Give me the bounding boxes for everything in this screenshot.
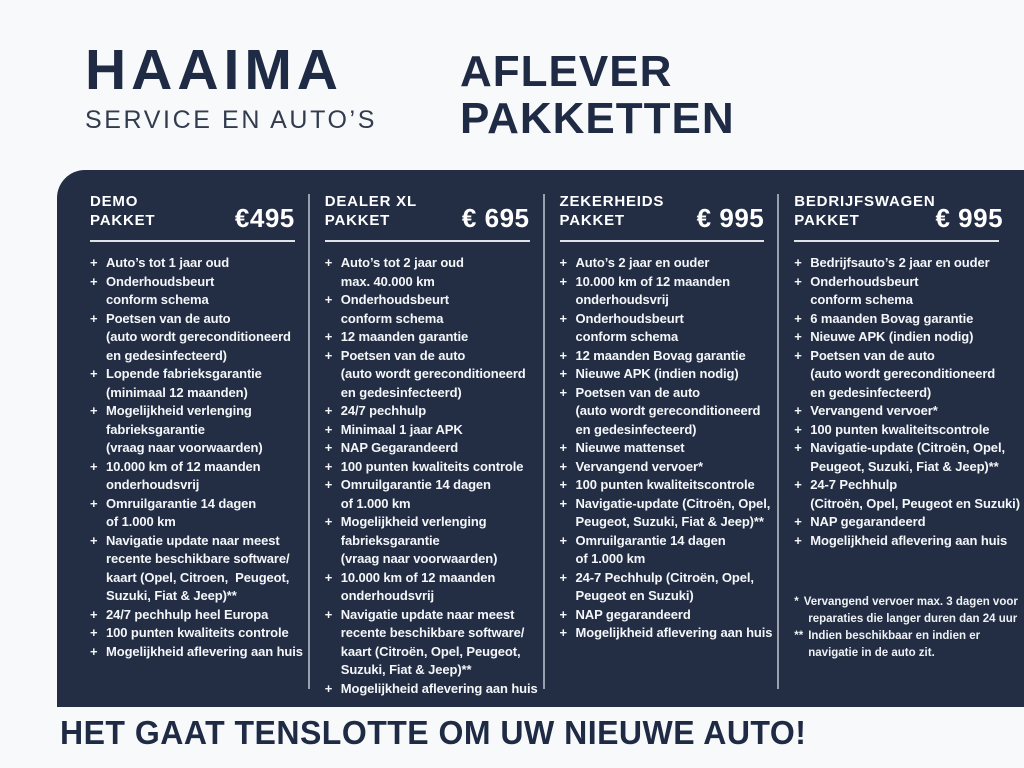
plus-marker: + [794,273,802,289]
plus-marker: + [794,329,802,344]
package-title [90,192,155,230]
feature-line [325,587,530,606]
line-indent [560,421,576,440]
line-indent [325,273,341,292]
plus-marker: + [324,477,333,492]
feature-text: 10.000 km of 12 maanden [340,569,496,585]
plus-marker: + [90,403,98,418]
plus-marker: + [794,403,802,418]
package-title-line1: ZEKERHEIDS [559,193,665,210]
plus-marker: + [794,514,802,529]
feature-text: Onderhoudsbeurt [340,292,450,307]
plus-marker: + [90,458,98,474]
line-indent [325,661,341,680]
feature-line [90,624,295,643]
feature-line [560,458,765,477]
line-indent [90,384,106,403]
plus-marker: + [90,366,98,381]
feature-text: en gedesinfecteerd) [575,421,697,437]
feature-line [560,421,765,440]
feature-line [325,569,530,588]
line-indent [560,550,576,569]
feature-text: Auto’s 2 jaar en ouder [575,255,710,270]
feature-line [794,421,999,440]
feature-text: Lopende fabrieksgarantie [106,366,262,381]
plus-marker: + [794,532,802,548]
footnotes [794,594,1018,662]
feature-text: Onderhoudsbeurt [575,310,684,326]
brand-name: HAAIMA [85,38,343,102]
feature-text: Mogelijkheid aflevering aan huis [106,643,303,659]
feature-text: conform schema [106,292,209,307]
line-indent [325,495,341,514]
feature-line [559,495,771,514]
feature-text: NAP Gegarandeerd [340,440,459,455]
plus-marker: + [559,440,567,455]
feature-text: 100 punten kwaliteits controle [106,625,289,640]
feature-text: 10.000 km of 12 maanden [106,458,261,474]
plus-marker: + [794,440,802,455]
feature-text: (auto wordt gereconditioneerd [575,403,761,418]
line-indent [90,439,106,458]
plus-marker: + [559,532,567,548]
feature-line [560,550,765,569]
feature-line [90,402,295,421]
plus-marker: + [324,255,333,270]
feature-text: conform schema [575,329,679,344]
plus-marker: + [559,384,567,400]
footer-slogan: HET GAAT TENSLOTTE OM UW NIEUWE AUTO! [60,714,807,751]
feature-line [90,328,295,347]
feature-line [325,495,530,514]
plus-marker: + [324,514,333,529]
feature-line [794,458,999,477]
plus-marker: + [90,495,98,511]
feature-text: Suzuki, Fiat & Jeep)** [340,662,472,677]
line-indent [325,624,341,643]
feature-text: Peugeot, Suzuki, Fiat & Jeep)** [575,514,764,529]
feature-line [560,476,765,495]
line-indent [90,328,106,347]
plus-marker: + [324,680,333,696]
feature-line [90,532,295,551]
plus-marker: + [559,366,567,381]
line-indent [90,569,106,588]
feature-text: fabrieksgarantie [106,421,205,437]
feature-text: (vraag naar voorwaarden) [106,440,263,455]
feature-text: 12 maanden Bovag garantie [575,347,746,363]
feature-text: 24-7 Pechhulp (Citroën, Opel, [575,569,754,585]
feature-line [325,532,530,551]
plus-marker: + [559,310,567,326]
plus-marker: + [90,255,98,270]
feature-text: 12 maanden garantie [340,329,469,344]
package-title [325,192,417,230]
feature-text: 24/7 pechhulp heel Europa [106,606,269,622]
package-title-line2: PAKKET [794,212,860,229]
package-title [560,192,665,230]
feature-text: (auto wordt gereconditioneerd [810,366,996,381]
feature-line [560,402,765,421]
feature-line [325,476,530,495]
feature-text: kaart (Citroën, Opel, Peugeot, [340,643,521,659]
feature-line [90,606,295,625]
feature-line [325,661,530,680]
feature-line [90,347,295,366]
plus-marker: + [794,255,802,270]
plus-marker: + [559,569,567,585]
feature-text: onderhoudsvrij [106,477,200,492]
line-indent [325,550,341,569]
feature-line [794,254,999,273]
feature-text: (vraag naar voorwaarden) [340,551,498,566]
title-underline [325,240,530,242]
plus-marker: + [90,532,98,548]
plus-marker: + [559,273,567,289]
feature-line [325,624,530,643]
plus-marker: + [794,477,802,492]
footnote-text: Vervangend vervoer max. 3 dagen voor [803,596,1018,608]
feature-text: en gedesinfecteerd) [106,347,227,363]
feature-line [794,476,999,495]
package-header [559,192,765,233]
feature-text: 6 maanden Bovag garantie [810,310,974,326]
plus-marker: + [794,347,802,363]
plus-marker: + [324,347,333,363]
title-underline [90,240,295,242]
package-header [794,192,1004,233]
feature-line [794,495,1020,514]
feature-line [560,365,765,384]
plus-marker: + [559,495,567,511]
feature-text: Omruilgarantie 14 dagen [106,495,257,511]
feature-text: Nieuwe mattenset [575,440,685,455]
package-title-line2: PAKKET [559,212,625,229]
feature-line [325,328,530,347]
package-price: €495 [234,203,295,233]
plus-marker: + [324,606,333,622]
feature-line [794,273,999,292]
footnote-line [794,594,1018,611]
feature-text: Mogelijkheid aflevering aan huis [810,532,1008,548]
line-indent [794,495,810,514]
feature-text: Navigatie update naar meest [340,606,515,622]
feature-line [90,439,295,458]
feature-text: NAP gegarandeerd [575,606,691,622]
footnote-continuation: reparaties die langer duren dan 24 uur [808,613,1018,625]
package-title-line2: PAKKET [90,212,156,229]
package-title [794,192,935,230]
feature-line [90,569,295,588]
plus-marker: + [559,477,567,492]
feature-list [324,254,538,698]
feature-text: 24/7 pechhulp [340,403,427,418]
feature-text: Mogelijkheid aflevering aan huis [575,625,773,640]
line-indent [90,550,106,569]
feature-line [794,513,999,532]
plus-marker: + [794,310,802,326]
package-header [90,192,295,233]
footnote-marker: * [794,596,799,608]
feature-line [325,310,530,329]
line-indent [560,328,576,347]
feature-line [90,643,303,662]
plus-marker: + [559,606,567,622]
plus-marker: + [559,458,567,474]
footnote-marker: ** [794,630,804,642]
plus-marker: + [90,643,98,659]
feature-line [325,439,530,458]
feature-text: 100 punten kwaliteitscontrole [575,477,755,492]
feature-line [560,569,765,588]
package-column [310,192,543,707]
feature-text: Minimaal 1 jaar APK [340,421,463,437]
line-indent [560,513,576,532]
brand-tagline: SERVICE EN AUTO’S [85,106,377,134]
package-column [779,192,1020,707]
line-indent [90,291,106,310]
feature-text: NAP gegarandeerd [810,514,926,529]
package-header [324,192,530,233]
feature-text: 24-7 Pechhulp [810,477,898,492]
line-indent [794,291,810,310]
feature-text: max. 40.000 km [340,273,435,289]
footnote-continuation: navigatie in de auto zit. [808,647,935,659]
feature-line [90,291,295,310]
feature-line [325,606,530,625]
feature-line [325,643,530,662]
package-title-line1: BEDRIJFSWAGEN [794,193,936,210]
line-indent [90,476,106,495]
feature-line [90,513,295,532]
feature-line [794,439,1005,458]
feature-line [560,347,765,366]
feature-text: conform schema [340,310,444,326]
feature-text: onderhoudsvrij [575,292,669,307]
feature-text: recente beschikbare software/ [340,625,525,640]
feature-text: Nieuwe APK (indien nodig) [810,329,974,344]
feature-line [560,384,765,403]
feature-line [90,476,295,495]
feature-line [325,513,530,532]
line-indent [794,458,810,477]
feature-line [560,439,765,458]
line-indent [325,310,341,329]
feature-text: Navigatie-update (Citroën, Opel, [810,440,1005,455]
line-indent [560,402,576,421]
package-title-line1: DEALER XL [324,193,417,210]
feature-text: Vervangend vervoer* [810,403,938,418]
package-title-line2: PAKKET [324,212,391,229]
feature-text: Mogelijkheid verlenging [106,403,252,418]
feature-text: of 1.000 km [575,551,646,566]
feature-line [794,291,999,310]
feature-text: Poetsen van de auto [340,347,466,363]
feature-text: Auto’s tot 1 jaar oud [106,255,230,270]
title-underline [560,240,765,242]
feature-text: Onderhoudsbeurt [106,273,215,289]
feature-line [90,365,295,384]
feature-text: Mogelijkheid aflevering aan huis [340,680,538,696]
feature-text: Poetsen van de auto [106,310,231,326]
feature-text: (minimaal 12 maanden) [106,384,248,400]
feature-text: Omruilgarantie 14 dagen [340,477,491,492]
feature-line [794,402,999,421]
plus-marker: + [324,421,333,437]
feature-line [560,291,765,310]
feature-line [560,606,765,625]
page-title [460,48,735,142]
plus-marker: + [324,329,333,344]
footnote-text: Indien beschikbaar en indien er [808,630,981,642]
feature-text: of 1.000 km [106,514,176,529]
plus-marker: + [324,440,333,455]
line-indent [90,347,106,366]
line-indent [794,384,810,403]
feature-line [90,495,295,514]
feature-line [90,421,295,440]
package-price: € 995 [696,203,765,233]
footnote-line [794,628,999,645]
feature-text: Navigatie update naar meest [106,532,280,548]
feature-line [560,310,765,329]
feature-line [325,365,530,384]
plus-marker: + [324,292,333,307]
feature-list [559,254,773,643]
feature-text: fabrieksgarantie [340,532,440,548]
line-indent [325,643,341,662]
plus-marker: + [794,421,802,437]
feature-text: onderhoudsvrij [340,588,434,603]
feature-text: kaart (Opel, Citroen, Peugeot, [106,569,290,585]
feature-line [794,310,999,329]
feature-line [324,680,538,699]
feature-line [325,347,530,366]
packages-panel [57,170,1024,707]
plus-marker: + [90,625,98,640]
feature-line [90,254,295,273]
feature-line [90,310,295,329]
feature-line [90,587,295,606]
feature-line [90,384,295,403]
feature-text: (Citroën, Opel, Peugeot en Suzuki) [810,495,1020,511]
feature-line [325,402,530,421]
feature-text: en gedesinfecteerd) [340,384,462,400]
feature-line [325,273,530,292]
brand-logo [85,38,377,135]
feature-line [560,273,765,292]
feature-text: Vervangend vervoer* [575,458,703,474]
feature-text: (auto wordt gereconditioneerd [340,366,526,381]
feature-line [559,624,773,643]
feature-line [794,347,999,366]
feature-line [560,328,765,347]
line-indent [325,587,341,606]
plus-marker: + [90,273,98,289]
package-title-line1: DEMO [90,193,139,210]
feature-text: Onderhoudsbeurt [810,273,919,289]
feature-list [794,254,1020,550]
feature-text: Bedrijfsauto’s 2 jaar en ouder [810,255,990,270]
feature-text: en gedesinfecteerd) [810,384,932,400]
line-indent [794,365,810,384]
line-indent [90,513,106,532]
feature-line [560,587,765,606]
feature-line [90,273,295,292]
line-indent [90,421,106,440]
page-title-line2: PAKKETTEN [460,94,735,143]
feature-text: Peugeot, Suzuki, Fiat & Jeep)** [810,458,999,474]
line-indent [90,587,106,606]
line-indent [560,587,576,606]
plus-marker: + [324,458,333,474]
feature-text: Poetsen van de auto [575,384,701,400]
plus-marker: + [90,606,98,622]
package-price: € 695 [461,203,530,233]
package-column [90,192,308,707]
feature-line [560,532,765,551]
line-indent [325,384,341,403]
plus-marker: + [324,403,333,418]
plus-marker: + [90,310,98,326]
feature-text: Omruilgarantie 14 dagen [575,532,726,548]
feature-line [794,532,1008,551]
feature-line [794,384,999,403]
feature-text: of 1.000 km [340,495,411,511]
feature-line [90,458,295,477]
feature-line [794,365,999,384]
plus-marker: + [559,625,567,640]
feature-line [794,328,999,347]
package-price: € 995 [935,203,1004,233]
feature-line [90,550,295,569]
line-indent [560,291,576,310]
feature-line [325,421,530,440]
feature-text: 100 punten kwaliteits controle [340,458,524,474]
feature-line [325,550,530,569]
feature-text: Nieuwe APK (indien nodig) [575,366,739,381]
feature-text: conform schema [810,292,913,307]
feature-text: Peugeot en Suzuki) [575,588,694,603]
title-underline [794,240,999,242]
feature-line [560,513,765,532]
feature-list [90,254,303,661]
feature-text: Auto’s tot 2 jaar oud [340,255,464,270]
page-title-line1: AFLEVER [460,47,673,96]
feature-text: Mogelijkheid verlenging [340,514,487,529]
feature-text: Poetsen van de auto [810,347,935,363]
plus-marker: + [559,347,567,363]
feature-line [325,254,530,273]
feature-line [560,254,765,273]
feature-text: 10.000 km of 12 maanden [575,273,731,289]
plus-marker: + [559,255,567,270]
line-indent [325,365,341,384]
feature-line [325,291,530,310]
feature-line [325,458,530,477]
feature-line [325,384,530,403]
plus-marker: + [324,569,333,585]
feature-text: Suzuki, Fiat & Jeep)** [106,588,237,603]
feature-text: recente beschikbare software/ [106,551,290,566]
feature-text: Navigatie-update (Citroën, Opel, [575,495,771,511]
line-indent [325,532,341,551]
feature-text: 100 punten kwaliteitscontrole [810,421,990,437]
package-column [545,192,778,707]
feature-text: (auto wordt gereconditioneerd [106,329,291,344]
